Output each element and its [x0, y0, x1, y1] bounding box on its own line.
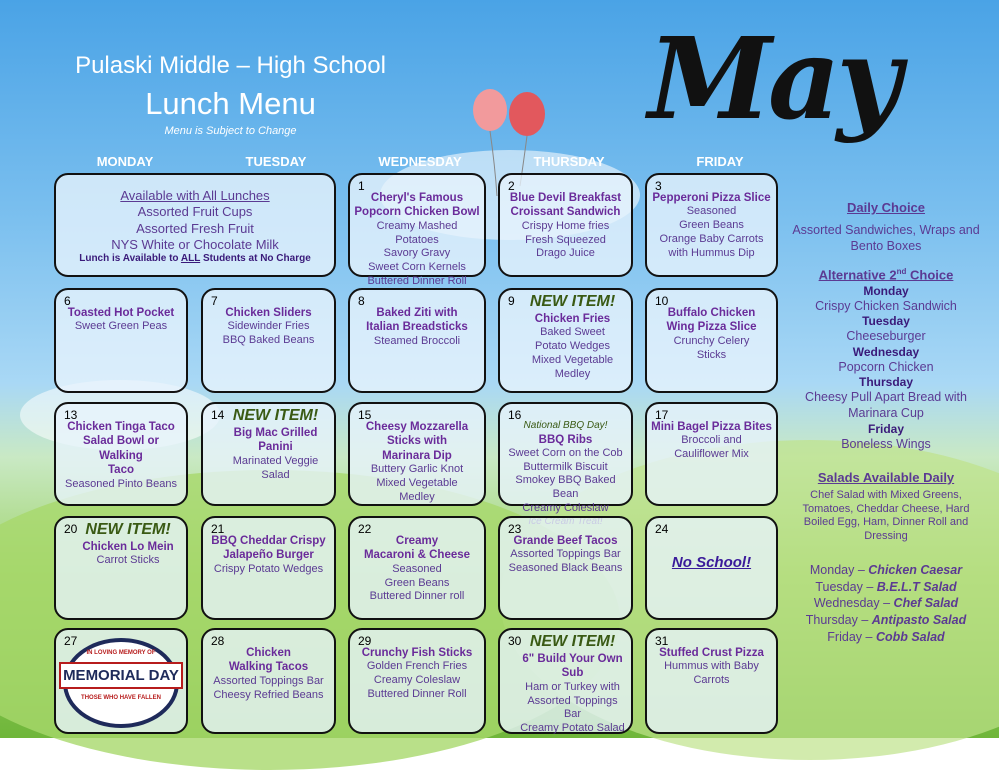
menu-main-item: Grande Beef Tacos: [513, 535, 618, 547]
day-menu: [221, 406, 330, 482]
day-number: 14: [211, 408, 225, 422]
menu-main-item: Toasted Hot Pocket: [67, 307, 175, 319]
menu-main-item: Stuffed Crust Pizza: [659, 647, 764, 659]
day-number: 29: [358, 634, 372, 648]
all-lunches-banner: [54, 173, 336, 277]
menu-side-item: Seasoned: [686, 205, 737, 218]
alt-day: Monday: [863, 283, 909, 298]
menu-main-item: Cheryl's Famous: [370, 192, 464, 204]
menu-side-item: Buttered Dinner roll: [369, 590, 465, 603]
weekly-salad-dash: –: [857, 612, 872, 627]
day-menu: [651, 191, 772, 260]
day-number: 31: [655, 634, 669, 648]
day-cell-9: [498, 288, 633, 393]
menu-side-item: Crispy Potato Wedges: [213, 562, 324, 575]
menu-main-item: Jalapeño Burger: [223, 549, 314, 562]
menu-side-item: Mixed Vegetable: [376, 476, 458, 489]
menu-side-item: Medley: [399, 490, 435, 503]
menu-side-item: Buttered Dinner Roll: [367, 274, 467, 287]
menu-side-item: Drago Juice: [536, 247, 595, 260]
alt-item: Cheeseburger: [846, 329, 926, 344]
salads-text: Chef Salad with Mixed Greens, Tomatoes, Cheddar Cheese, Hard Boiled Egg, Ham, Dinner Roll and Dressing: [802, 488, 970, 543]
menu-main-item: Chicken Fries: [534, 313, 611, 325]
menu-side-item: Fresh Squeezed: [525, 233, 606, 246]
memorial-day-badge: [63, 638, 179, 728]
day-menu: [518, 632, 627, 736]
day-header-wednesday: WEDNESDAY: [378, 154, 462, 169]
menu-main-item: Big Mac Grilled Panini: [233, 427, 318, 454]
day-number: 22: [358, 522, 372, 536]
daily-choice-section: [780, 200, 992, 254]
day-header-thursday: THURSDAY: [533, 154, 605, 169]
day-number: 13: [64, 408, 78, 422]
alternative-choice-list: [780, 284, 992, 453]
menu-side-item: Crunchy Celery: [673, 334, 750, 347]
day-cell-22: [348, 516, 486, 620]
menu-side-item: Seasoned Pinto Beans: [65, 477, 177, 490]
day-number: 17: [655, 408, 669, 422]
day-cell-1: [348, 173, 486, 287]
menu-main-item: Pepperoni Pizza Slice: [652, 192, 771, 204]
day-menu: [354, 646, 480, 702]
alternative-choice-heading: Alternative 2nd Choice: [818, 267, 954, 283]
day-menu: [354, 306, 480, 349]
menu-side-item: Buttered Dinner Roll: [367, 687, 467, 700]
menu-side-item: Smokey BBQ Baked Bean: [515, 474, 616, 501]
menu-side-item: Buttermilk Biscuit: [523, 460, 608, 473]
weekly-salad-day: Friday: [827, 629, 863, 644]
weekly-salad-row: [780, 629, 992, 646]
menu-side-item: Savory Gravy: [383, 247, 451, 260]
menu-main-item: Chicken Tinga Taco: [67, 421, 175, 433]
menu-side-item: Carrot Sticks: [96, 554, 160, 567]
day-number: 21: [211, 522, 225, 536]
menu-side-item: Assorted Toppings Bar: [510, 548, 621, 561]
menu-side-item: Assorted Toppings Bar: [213, 674, 324, 687]
weekly-salad-day: Wednesday: [813, 596, 880, 611]
day-number: 28: [211, 634, 225, 648]
banner-line: Assorted Fruit Cups: [137, 204, 253, 220]
menu-side-item: Sweet Corn Kernels: [368, 261, 466, 273]
salads-section: [780, 470, 992, 544]
day-cell-24: [645, 516, 778, 620]
day-cell-7: [201, 288, 336, 393]
menu-side-item: Sweet Corn on the Cob: [508, 446, 623, 459]
page-title: Lunch Menu: [145, 86, 316, 121]
day-cell-30: [498, 628, 633, 734]
day-cell-23: [498, 516, 633, 620]
menu-main-item: Creamy: [395, 535, 439, 547]
weekly-salad-name: Cobb Salad: [875, 629, 945, 644]
day-number: 20: [64, 522, 78, 536]
menu-side-item: Crispy Home fries: [521, 219, 610, 232]
weekly-salad-day: Monday: [809, 563, 855, 577]
day-number: 6: [64, 294, 71, 308]
menu-side-item: Seasoned: [392, 562, 442, 575]
day-number: 30: [508, 634, 522, 648]
menu-side-item: Creamy Coleslaw: [373, 674, 461, 687]
day-cell-14: [201, 402, 336, 506]
weekly-salads-list: [780, 562, 992, 645]
day-number: 24: [655, 522, 669, 536]
menu-side-item: Hummus with Baby: [664, 660, 759, 673]
new-item-badge: NEW ITEM!: [85, 521, 171, 538]
day-number: 9: [508, 294, 515, 308]
day-menu: [207, 306, 330, 348]
menu-main-item: Buffalo Chicken: [667, 307, 756, 319]
menu-main-item: 6" Build Your Own Sub: [522, 653, 623, 680]
alt-day: Tuesday: [862, 314, 910, 329]
day-cell-31: [645, 628, 778, 734]
weekly-salad-row: [780, 579, 992, 596]
alternative-choice-section: [780, 267, 992, 452]
alt-item: Boneless Wings: [841, 436, 931, 451]
menu-main-item: Chicken: [246, 647, 291, 659]
menu-side-item: Baked Sweet: [540, 326, 605, 339]
day-cell-21: [201, 516, 336, 620]
day-number: 16: [508, 408, 522, 422]
menu-side-item: Seasoned Black Beans: [508, 562, 623, 575]
weekly-salad-day: Tuesday: [815, 579, 863, 594]
weekly-salad-dash: –: [862, 629, 876, 644]
day-menu: [354, 191, 480, 289]
day-menu: [207, 646, 330, 702]
menu-side-item: Mixed Vegetable: [531, 353, 614, 366]
menu-side-item: Carrots: [693, 674, 730, 687]
daily-choice-text: Assorted Sandwiches, Wraps and Bento Boxes: [792, 223, 980, 253]
day-menu: [651, 420, 772, 462]
new-item-badge: NEW ITEM!: [529, 293, 616, 310]
weekly-salad-name: Antipasto Salad: [871, 612, 967, 627]
day-menu: [504, 420, 627, 528]
menu-main-item: Croissant Sandwich: [510, 206, 621, 219]
day-cell-15: [348, 402, 486, 506]
menu-main-item: Chicken Lo Mein: [82, 541, 174, 553]
event-label: National BBQ Day!: [523, 420, 608, 431]
page-subtitle: Menu is Subject to Change: [164, 125, 297, 137]
school-name: Pulaski Middle – High School: [75, 52, 386, 79]
month-title: May: [648, 14, 898, 145]
menu-side-item: Cauliflower Mix: [674, 448, 749, 461]
weekly-salad-dash: –: [854, 563, 869, 577]
day-menu: [504, 534, 627, 576]
badge-main-text: MEMORIAL DAY: [59, 662, 183, 689]
weekly-salad-row: [780, 595, 992, 612]
day-cell-17: [645, 402, 778, 506]
weekly-salad-row: [780, 612, 992, 629]
alt-day: Thursday: [858, 375, 913, 390]
menu-main-item: Taco: [108, 464, 134, 477]
menu-main-item: BBQ Cheddar Crispy: [211, 535, 326, 547]
menu-side-item: Assorted Toppings Bar: [527, 694, 618, 721]
alt-day: Friday: [867, 421, 904, 436]
weekly-salad-dash: –: [862, 579, 877, 594]
day-menu: [354, 534, 480, 604]
banner-note: Lunch is Available to ALL Students at No Charge: [79, 253, 311, 264]
menu-main-item: Walking Tacos: [228, 661, 309, 674]
alt-day: Wednesday: [852, 344, 920, 359]
menu-main-item: Marinara Dip: [382, 449, 452, 462]
weekly-salad-name: Chef Salad: [893, 596, 959, 611]
menu-side-item: Broccoli and: [681, 434, 742, 447]
day-number: 10: [655, 294, 669, 308]
menu-main-item: Chicken Sliders: [225, 307, 312, 319]
day-menu: [354, 420, 480, 504]
day-menu: [651, 306, 772, 362]
menu-side-item: Ham or Turkey with: [525, 680, 620, 693]
menu-side-item: Sweet Green Peas: [74, 320, 168, 333]
day-number: 27: [64, 634, 78, 648]
day-number: 15: [358, 408, 372, 422]
day-cell-16: [498, 402, 633, 514]
day-cell-29: [348, 628, 486, 734]
menu-side-item: Creamy Coleslaw: [522, 501, 609, 514]
weekly-salad-day: Thursday: [805, 612, 858, 627]
weekly-salad-name: Chicken Caesar: [868, 563, 963, 577]
menu-side-item: Golden French Fries: [366, 660, 468, 673]
menu-side-item: Sticks: [696, 348, 727, 361]
day-menu: [518, 292, 627, 381]
menu-side-item: Medley: [554, 367, 591, 380]
day-number: 7: [211, 294, 218, 308]
menu-main-item: Sticks with: [386, 435, 448, 448]
no-school-label: No School!: [671, 554, 752, 571]
weekly-salad-row: [780, 562, 992, 579]
menu-main-item: Crunchy Fish Sticks: [361, 647, 473, 659]
alt-item: Marinara Cup: [848, 406, 924, 421]
day-cell-10: [645, 288, 778, 393]
day-cell-6: [54, 288, 188, 393]
menu-main-item: BBQ Ribs: [538, 433, 593, 446]
menu-side-item: Creamy Potato Salad: [520, 722, 625, 734]
menu-side-item: Orange Baby Carrots: [659, 232, 764, 245]
menu-side-item: Cheesy Refried Beans: [213, 688, 324, 701]
day-cell-13: [54, 402, 188, 506]
menu-side-item: with Hummus Dip: [668, 246, 755, 259]
day-cell-28: [201, 628, 336, 734]
day-menu: [651, 534, 772, 573]
menu-main-item: Wing Pizza Slice: [666, 321, 757, 334]
menu-side-item: Salad: [261, 468, 290, 481]
menu-main-item: Popcorn Chicken Bowl: [354, 206, 480, 219]
salads-heading: Salads Available Daily: [817, 470, 955, 485]
menu-side-item: Potato Wedges: [534, 340, 610, 353]
menu-main-item: Cheesy Mozzarella: [365, 421, 469, 433]
day-cell-3: [645, 173, 778, 277]
new-item-badge: NEW ITEM!: [529, 633, 616, 650]
menu-main-item: Baked Ziti with: [376, 307, 458, 319]
day-cell-8: [348, 288, 486, 393]
menu-side-item: Creamy Mashed Potatoes: [376, 219, 458, 246]
menu-side-item: Green Beans: [384, 576, 450, 589]
day-menu: [60, 420, 182, 491]
alt-item: Cheesy Pull Apart Bread with: [805, 390, 967, 405]
badge-bottom-text: THOSE WHO HAVE FALLEN: [81, 695, 161, 701]
day-number: 1: [358, 179, 365, 193]
alt-item: Popcorn Chicken: [838, 359, 934, 374]
menu-main-item: Italian Breadsticks: [366, 321, 468, 334]
day-number: 3: [655, 179, 662, 193]
badge-top-text: IN LOVING MEMORY OF: [86, 650, 156, 656]
day-header-monday: MONDAY: [96, 154, 154, 169]
menu-main-item: Salad Bowl or Walking: [82, 435, 160, 462]
day-menu: [60, 306, 182, 334]
day-number: 2: [508, 179, 515, 193]
menu-side-item: Buttery Garlic Knot: [370, 463, 464, 476]
day-cell-20: [54, 516, 188, 620]
weekly-salad-name: B.E.L.T Salad: [876, 579, 957, 594]
day-menu: [74, 520, 182, 568]
day-header-tuesday: TUESDAY: [245, 154, 307, 169]
menu-side-item: Green Beans: [679, 219, 744, 232]
day-number: 23: [508, 522, 522, 536]
menu-side-item: Sidewinder Fries: [227, 320, 310, 333]
day-number: 8: [358, 294, 365, 308]
day-menu: [651, 646, 772, 688]
new-item-badge: NEW ITEM!: [232, 407, 319, 424]
banner-line: Assorted Fresh Fruit: [136, 220, 254, 236]
menu-main-item: Macaroni & Cheese: [363, 549, 471, 562]
day-cell-27: [54, 628, 188, 734]
day-menu: [207, 534, 330, 577]
day-cell-2: [498, 173, 633, 277]
weekly-salad-dash: –: [879, 596, 894, 611]
day-header-friday: FRIDAY: [696, 154, 744, 169]
menu-main-item: Blue Devil Breakfast: [509, 192, 622, 204]
banner-line: NYS White or Chocolate Milk: [111, 236, 279, 252]
menu-side-item: Steamed Broccoli: [373, 334, 461, 347]
menu-main-item: Mini Bagel Pizza Bites: [651, 421, 772, 433]
menu-side-item: Marinated Veggie: [232, 454, 319, 467]
daily-choice-heading: Daily Choice: [846, 200, 926, 215]
day-menu: [60, 638, 182, 728]
banner-heading: Available with All Lunches: [120, 188, 270, 203]
day-menu: [504, 191, 627, 261]
menu-side-item: BBQ Baked Beans: [222, 334, 315, 347]
alt-item: Crispy Chicken Sandwich: [815, 298, 957, 313]
